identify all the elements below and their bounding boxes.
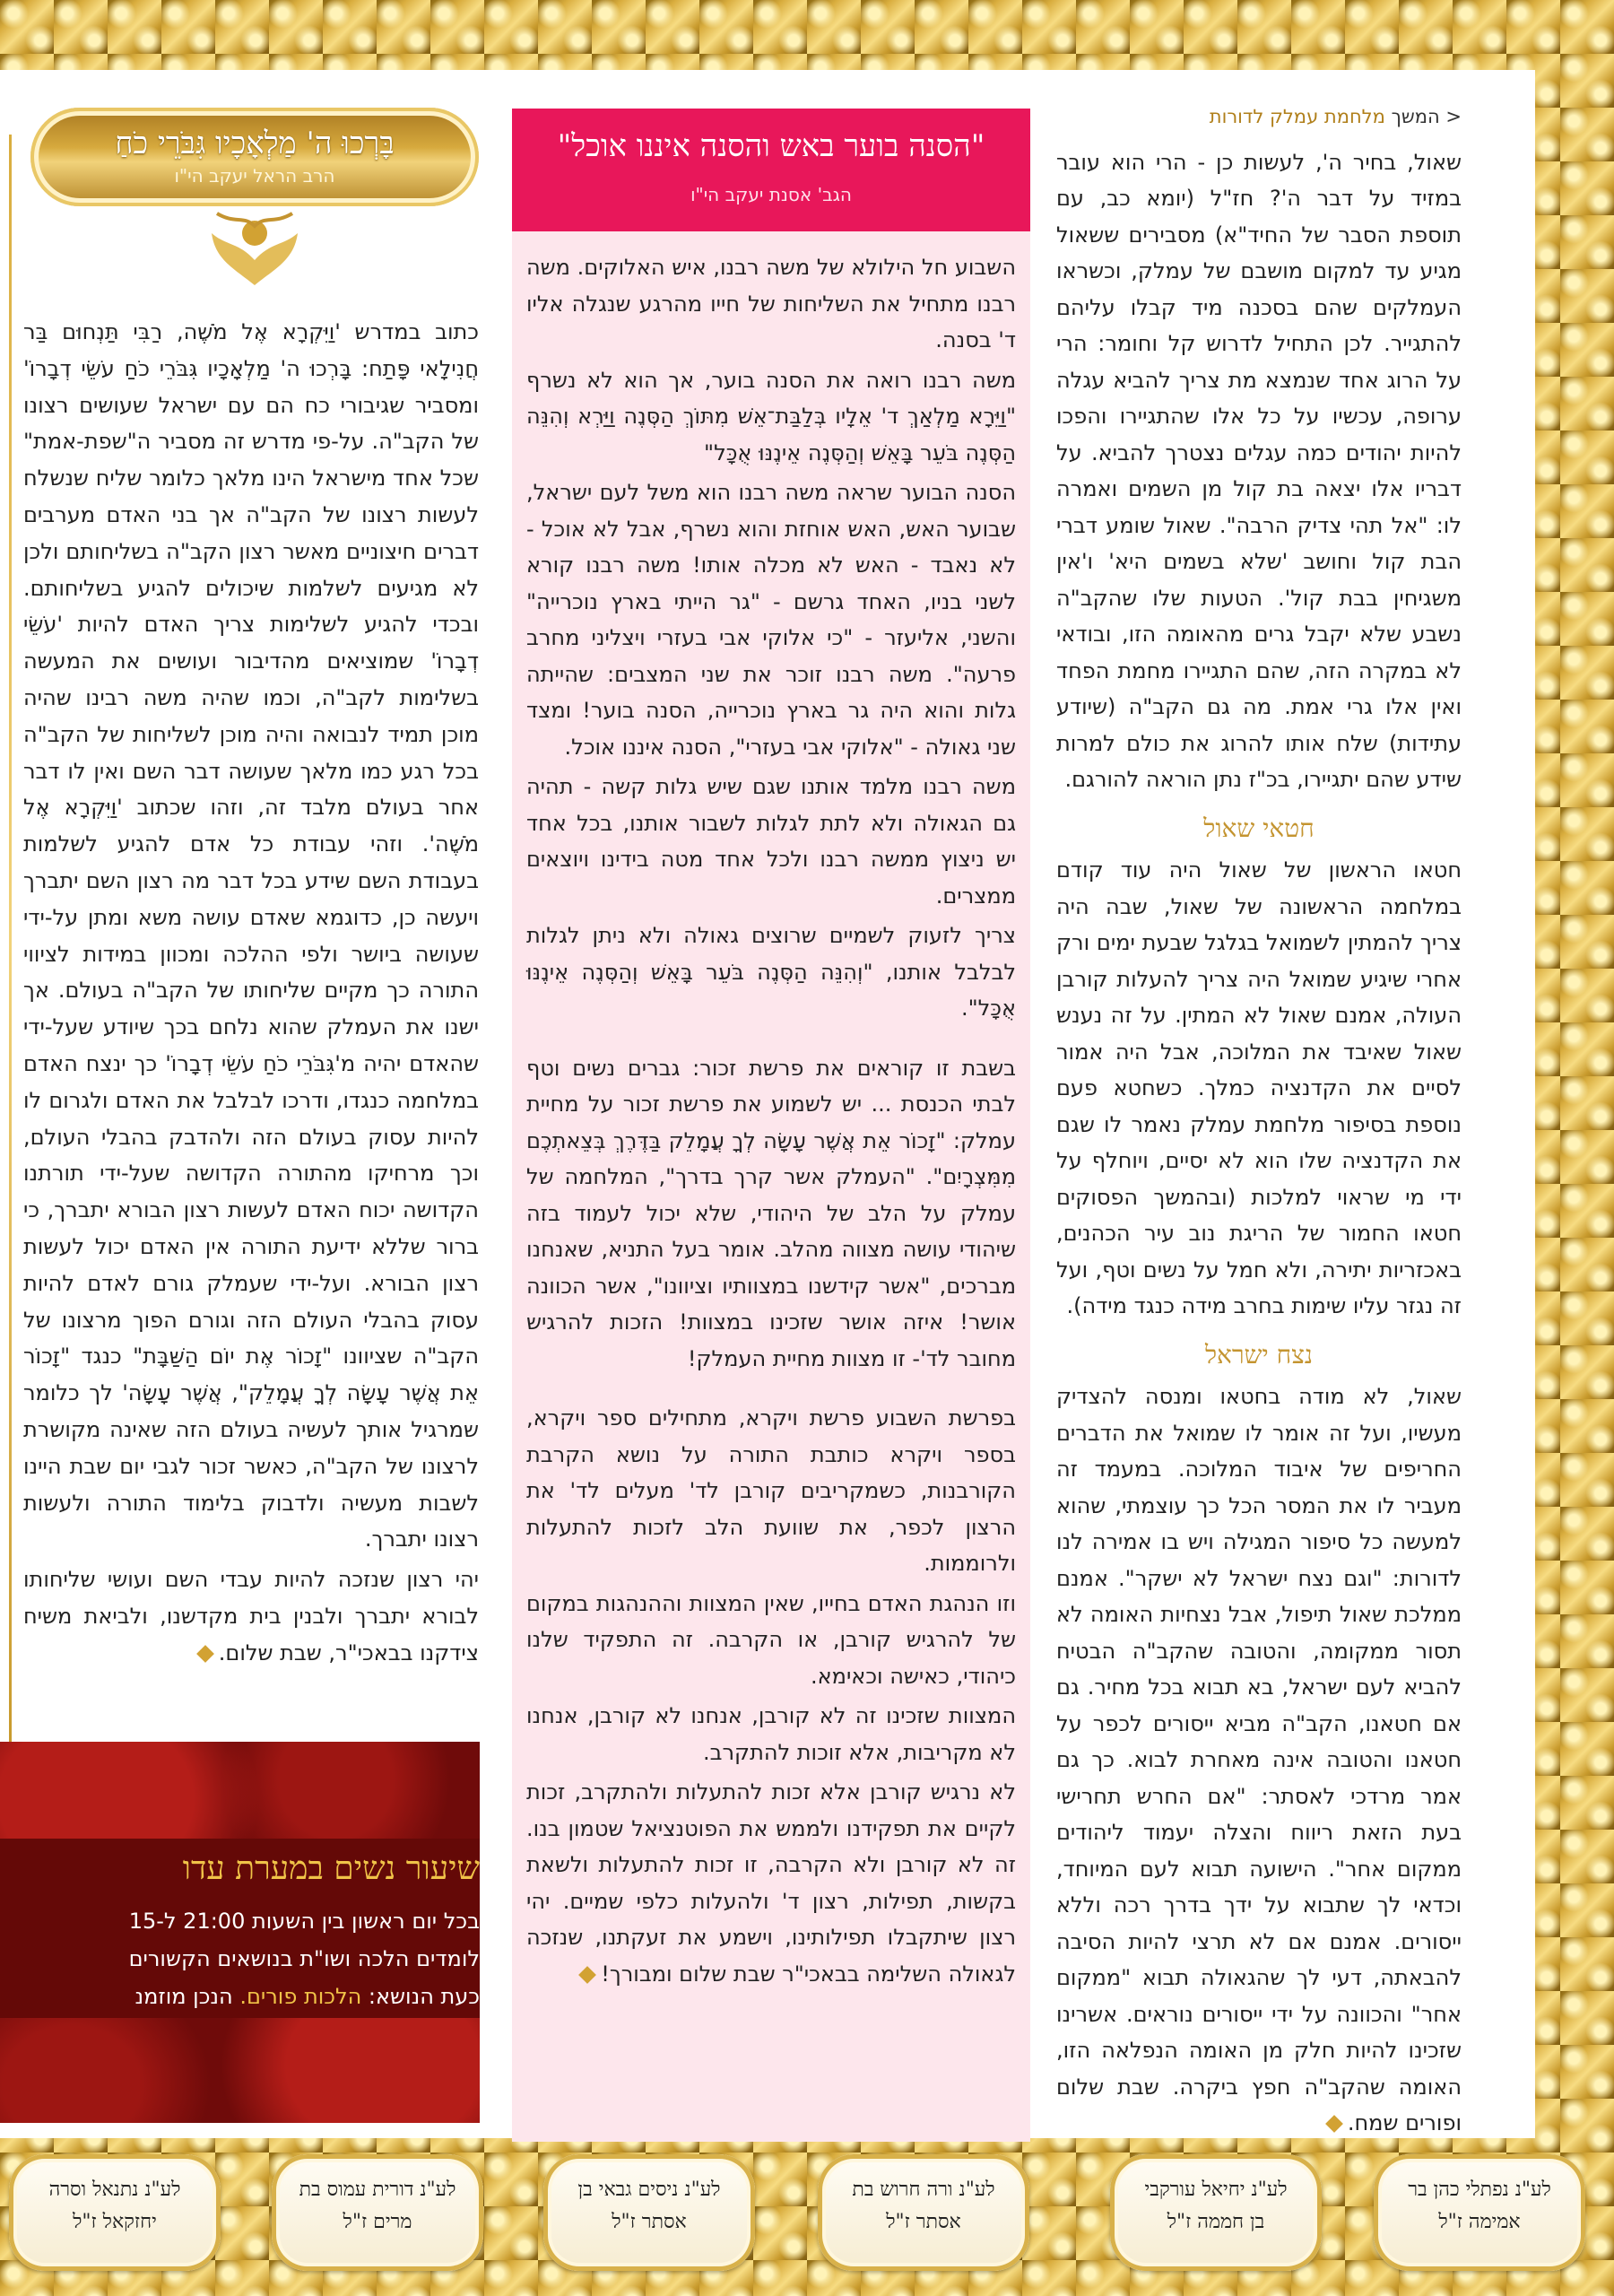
section-title-netzach-israel: נצח ישראל: [1204, 1339, 1314, 1370]
memorial-plaque: לע"נ נתנאל וסרה יחזקאל ז"ל: [9, 2154, 221, 2271]
middle-column: [526, 249, 1016, 1996]
breadcrumb: [1056, 99, 1462, 135]
section-text-saul-sins: חטאו הראשון של שאול היה עוד קודם במלחמה הראשונה של שאול, שבה היה צריך להמתין לשמואל בגלגל שבעת ימים ורק אחרי שיגיע שמואל היה צריך להעלות קורבן העולה, אמנם שאול לא המתין. על זה נענש שאול שאיבד את המלוכה, אבל היה אמור לסיים את הקדנציה כמלך. כשחטא פעם נוספת בסיפור מלחמת עמלק נאמר לו שגם את הקדנציה שלו הוא לא יסיים, ויוחלף על ידי מי שראוי למלכות (ובהמשך הפסוקים חטאו החמור של הריגת נוב עיר הכהנים, באכזריות יתירה, ולא חמל על נשים וטף, ועל זה נגזר עליו שימות בחרב מידה כנגד מידה).: [1056, 857, 1462, 1318]
breadcrumb-arrow[interactable]: <: [1445, 106, 1462, 127]
mid-paragraph: הסנה הבוער שראה משה רבנו הוא משל לעם ישראל, שבוער האש, האש אוחזת והוא נשרף, אבל לא אוכל - לא נאבד - האש לא מכלה אותו! משה רבנו קורא לשני בניו, האחד גרשם - "גר הייתי בארץ נוכרייה" והשני, אליעזר - "כי אלוקי אבי בעזרי ויצליני מחרב פרעה". משה רבנו זוכר את שני המצבים: שהייתה גלות והוא היה גר בארץ נוכרייה, הסנה בוער! ומצד שני גאולה - "אלוקי אבי בעזרי", הסנה איננו אוכל.: [526, 480, 1016, 760]
memorial-plaque: לע"נ נפתלי כהן בר אמימה ז"ל: [1374, 2154, 1585, 2271]
ornament-icon: [208, 206, 301, 287]
right-intro-text: שאול, בחיר ה', לעשות כן - הרי הוא עובר במזיד על דבר ה'? חז"ל (יומא כב, עם תוספת הסבר של החיד"א) מסבירים ששאול מגיע עד למקום מושבם של עמלק, וכשראו העמלקים שהם בסכנה מיד קבלו עליהם להתגייר. לכן התחיל לדרוש קל וחומר: הרי על הרוג אחד שנמצא מת צריך להביא עגלה ערופה, עכשיו על כל אלו שהתגיירו והפכו להיות יהודים כמה עגלים נצטרך להביא. על דבריו אלו יצאה בת קול מן השמים ואמרה לו: "אל תהי צדיק הרבה". שאול שומע דברי הבת קול וחושב 'שלא בשמים היא' ו'אין משגיחין בבת קול'. הטעות שלו שהקב"ה נשבע שלא יקבל גרים מהאומה הזו, ובודאי לא במקרה הזה, שהם התגיירו מחמת הפחד ואין אלו גרי אמת. מה גם הקב"ה (שיודע עתידות) שלח אותו להרוג את כולם למרות שידע שהם יתגיירו, בכ"ז נתן הוראה להורגם.: [1056, 149, 1462, 792]
memorial-plaque: לע"נ ניסים גבאי בן אסתר ז"ל: [543, 2154, 755, 2271]
mid-paragraph: השבוע חל הילולא של משה רבנו, איש האלוקים. משה רבנו מתחיל את השליחות של חייו מהרגע שנגלה אליו ד' בסנה.: [526, 255, 1016, 352]
left-article-closing: יהי רצון שנזכה להיות עבדי השם ועושי שליחותו לבורא יתברך ולבנין בית מקדשנו, ולביאת משיח צידקנו בבאכי"ר, שבת שלום.: [23, 1567, 479, 1665]
breadcrumb-label: המשך: [1391, 106, 1440, 127]
mid-paragraph: בפרשת השבוע פרשת ויקרא, מתחילים ספר ויקרא, בספר ויקרא כותבת התורה על נושא הקרבת הקורבנות, כשמקריבים קורבן לד' מעלים לד' את הרצון לכפר, את שוועת הלב לזכות להתעלות ולרוממות.: [526, 1405, 1016, 1576]
mid-paragraph: וזו הנהגת האדם בחייו, שאין המצוות וההנהגות במקום של להרגיש קורבן, או הקרבה. זה התפקיד שלנו כיהודי, כאישה וכאימא.: [526, 1590, 1016, 1689]
middle-article-author: הגב' אסנת יעקב הי"ו: [690, 184, 852, 205]
gold-vertical-rule: [9, 135, 12, 1749]
mid-paragraph: בשבת זו קוראים את פרשת זכור: גברים נשים וטף לבתי הכנסת ... יש לשמוע את פרשת זכור על מחיית עמלק: "זָכוֹר אֵת אֲשֶׁר עָשָׂה לְךָ עֲמָלֵק בַּדֶּרֶךְ בְּצֵאתְכֶם מִמִּצְרָיִם". "העמלק אשר קרך בדרך", המלחמה של עמלק על הלב של היהודי, שלא יכול לעמוד בזה שיהודי עושה מצווה מהלב. אומר בעל התניא, שאנחנו מברכים, "אשר קידשנו במצוותיו וציוונו", אשר הכוונה אושר! איזה אושר שזכינו במצוות! הזכות להרגיש מחובר לד'- זו מצוות מחיית העמלק!: [526, 1055, 1016, 1371]
middle-article-title: "הסנה בוער באש והסנה איננו אוכל": [557, 128, 985, 164]
middle-article-header: [512, 109, 1030, 231]
left-article-text: כתוב במדרש 'וַיִּקְרָא אֶל מֹשֶׁה, רַבִּי תַּנְחוּם בַּר חֲנִילָאי פָּתַח: בָּרְכוּ ה' מַלְאָכָיו גִּבֹּרֵי כֹחַ עֹשֵׂי דְבָרוֹ' ומסביר שגיבורי כח הם עם ישראל שעושים רצונו של הקב"ה. על-פי מדרש זה מסביר ה"שפת-אמת" שכל אחד מישראל הינו מלאך כלומר שליח שנשלח לעשות רצונו של הקב"ה אך בני האדם מערבים דברים חיצוניים מאשר רצון הקב"ה בשליחותם ולכן לא מגיעים לשלמות שיכולים להגיע בשליחותם. ובכדי להגיע לשלימות צריך האדם להיות 'עֹשֵׂי דְבָרוֹ' שמוציאים מהדיבור ועושים את המעשה בשלימות לקב"ה, וכמו שהיה משה רבינו שהיה מוכן תמיד לנבואה והיה מוכן לשליחות של הקב"ה בכל רגע כמו מלאך שעושה דבר השם ואין לו דבר אחר בעולם מלבד זה, וזהו שכתוב 'וַיִּקְרָא אֶל מֹשֶׁה'. וזהי עבודת כל אדם להגיע לשלמות בעבודת השם שידע בכל דבר מה רצון השם יתברך ויעשה כן, כדוגמא שאדם עושה משא ומתן על-ידי שעושה ביושר ולפי ההלכה ומכוון במידות לציווי התורה כך מקיים שליחותו של הקב"ה בעולם. אך ישנו את העמלק שהוא נלחם בכך שיודע שעל-ידי שהאדם יהיה מ'גִּבֹּרֵי כֹחַ עֹשֵׂי דְבָרוֹ' כך ינצח האדם במלחמה כנגדו, ודרכו לבלבל את האדם ולגרום לו להיות עסוק בעולם הזה ולהדבק בהבלי העולם, וכך מרחיקו מהתורה הקדושה שעל-ידי תורתנו הקדושה יכוח האדם לעשות רצון הבורא יתברך, כי ברור שללא ידיעת התורה אין האדם יכול לעשות רצון הבורא. ועל-ידי שעמלק גורם לאדם להיות עסוק בהבלי העולם הזה וגורם הפוך מרצונו של הקב"ה שציוונו "זָכוֹר אֶת יוֹם הַשַּׁבָּת" כנגד "זָכוֹר אֵת אֲשֶׁר עָשָׂה לְךָ עֲמָלֵק", אֲשֶׁר עָשָׂה' לך כלומר שמרגיל אותך לעשיה בעולם הזה שאינה מקושרת לרצונו של הקב"ה, כאשר זכור לגבי יום שבת היינו לשבות מעשיה ולדבוק בלימוד התורה ולעשות רצונו יתברך.: [23, 319, 479, 1552]
ad-line-1: בכל יום ראשון בין השעות 21:00 ל-15: [128, 1909, 480, 1934]
mid-paragraph: משה רבנו רואה את הסנה בוער, אך הוא לא נשרף "וַיֵּרָא מַלְאַךְ ד' אֵלָיו בְּלַבַּת־אֵשׁ מִתּוֹךְ הַסְּנֶה וַיַּרְא וְהִנֵּה הַסְּנֶה בֹּעֵר בָּאֵשׁ וְהַסְּנֶה אֵינֶנּוּ אֻכָּל": [526, 367, 1016, 465]
ad-line-3: כעת הנושא: הלכות פורים. הנכן מוזמנ: [134, 1984, 480, 2009]
memorial-plaque: לע"נ ורה חרוש בת אסתר ז"ל: [818, 2154, 1029, 2271]
section-text-netzach-israel: שאול, לא מודה בחטאו ומנסה להצדיק מעשיו, ועל זה אומר לו שמואל את הדברים החריפים של איבוד המלוכה. במעמד זה מעביר לו את המסר הכל כך עוצמתי, שהוא למעשה כל סיפור המגילה ויש בו אמירה לנו לדורות: "וגם נצח ישראל לא ישקר". אמנם ממלכת שאול תיפול, אבל נצחיות האומה לא תסור ממקומה, והטובה שהקב"ה הבטיח להביא לעם ישראל, בא תבוא בכל מחיר. גם אם חטאנו, הקב"ה מביא ייסורים לכפר על חטאנו והטובה אינה מאחרת לבוא. כך גם אמר מרדכי לאסתר: "אם החרש תחרישי בעת הזאת ריווח והצלה יעמוד ליהודים ממקום אחר". הישועה תבוא לעם המיוחד, וכדאי לך שתבוא על ידך בדרך רכה וללא ייסורים. אמנם אם לא תרצי להיות הסיבה להבאתה, דעי לך שהגאולה תבוא "ממקום אחר" והכוונה על ידי ייסורים נוראים. אשרינו שזכינו להיות חלק מן האומה הנפלאה הזו, האומה שהקב"ה חפץ ביקרה. שבת שלום ופורים שמח.: [1056, 1384, 1462, 2135]
left-column: [23, 314, 479, 1674]
memorial-plaque: לע"נ דורית עמוס בת מרים ז"ל: [272, 2154, 483, 2271]
mid-paragraph: משה רבנו מלמד אותנו שגם שיש גלות קשה - תהיה גם הגאולה ולא לתת לגלות לשבור אותנו, בכל אחד יש ניצוץ ממשה רבנו ולכל אחד מטה בידינו ויוצאים ממצרים.: [526, 774, 1016, 909]
diamond-icon: [1325, 2115, 1343, 2133]
ad-line-2: לומדים הלכה ושו"ת בנושאים הקשורים: [128, 1946, 480, 1971]
mid-paragraph: לא נרגיש קורבן אלא זכות להתעלות ולהתקרב, זכות לקיים את תפקידנו ולממש את הפוטנציאל שטמון בנו. זה לא קורבן ולא הקרבה, זו זכות להתעלות ולשאת בקשות, תפילות, רצון ד' ולהעלות כלפי שמיים. יהי רצון שיתקבלו תפילותינו, וישמע את זעקתנו, שנזכה לגאולה השלימה בבאכי"ר שבת שלום ומבורך!: [526, 1779, 1016, 1987]
right-column: [1056, 99, 1462, 2145]
left-article-header: [30, 108, 479, 206]
breadcrumb-sub: מלחמת עמלק לדורות: [1209, 106, 1385, 127]
womens-class-ad[interactable]: [0, 1742, 480, 2123]
diamond-icon: [196, 1645, 214, 1663]
mid-paragraph: המצוות שזכינו זה לא קורבן, אנחנו לא קורבן, אנחנו לא מקריבות, אלא זוכות להתקרב.: [526, 1703, 1016, 1765]
mid-paragraph: צריך לזעוק לשמיים שרוצים גאולה ולא ניתן לגלות לבלבל אותנו, "וְהִנֵּה הַסְּנֶה בֹּעֵר בָּאֵשׁ וְהַסְּנֶה אֵינֶנּוּ אֻכָּל".: [526, 923, 1016, 1021]
memorial-plaque: לע"נ יחיאל עורקבי בן חממה ז"ל: [1110, 2154, 1322, 2271]
section-title-saul-sins: חטאי שאול: [1203, 813, 1315, 843]
ad-title: שיעור נשים במערת עדו: [182, 1850, 480, 1887]
left-article-title: בָּרְכוּ ה' מַלְאָכָיו גִּבֹּרֵי כֹחַ: [115, 126, 395, 161]
left-article-author: הרב הראל יעקב הי"ו: [174, 165, 335, 187]
diamond-icon: [578, 1966, 596, 1984]
